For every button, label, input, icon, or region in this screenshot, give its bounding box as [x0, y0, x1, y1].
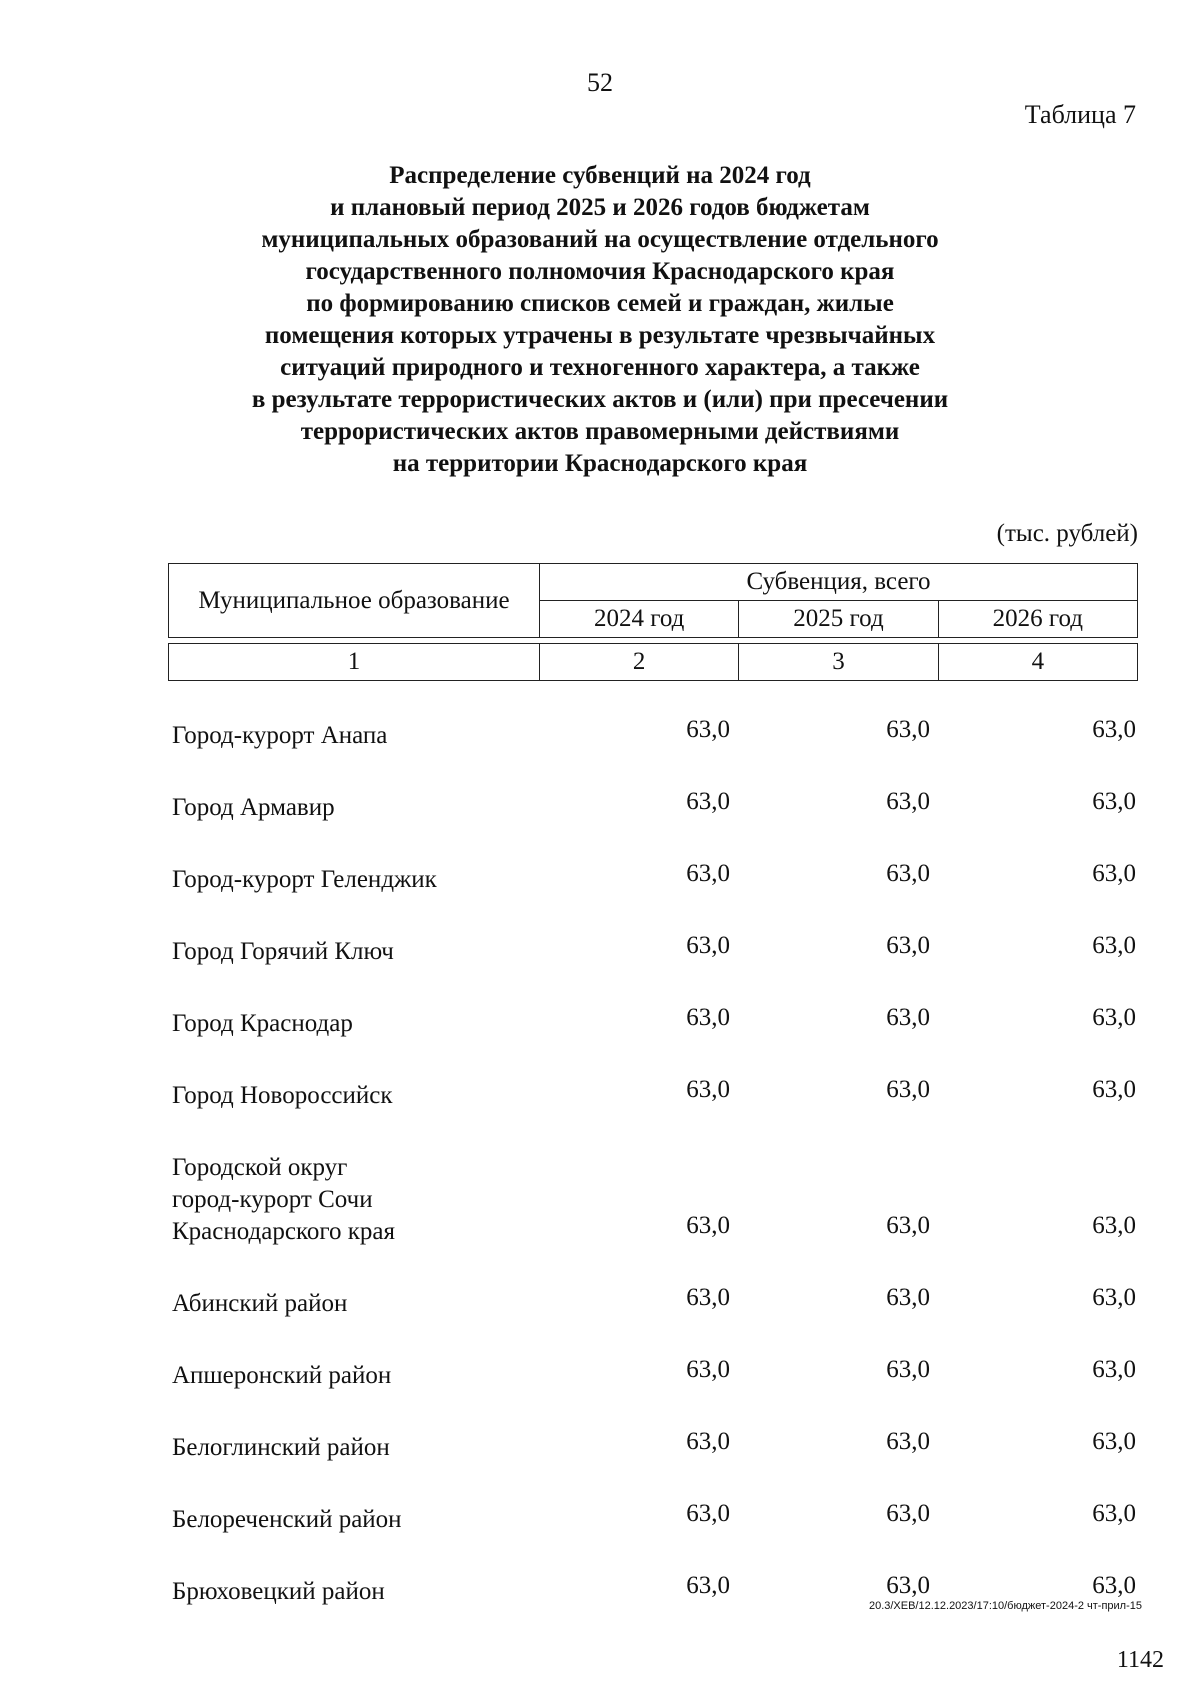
municipality-name: [172, 1576, 385, 1608]
value-2025: 63,0: [886, 716, 930, 743]
value-2026: 63,0: [1092, 860, 1136, 887]
municipality-name-line: Городской округ: [172, 1154, 348, 1181]
title-line: и плановый период 2025 и 2026 годов бюджетам: [330, 194, 870, 221]
column-number: 1: [169, 644, 540, 681]
sheet-number: 1142: [1116, 1647, 1164, 1673]
value-2025: 63,0: [886, 1212, 930, 1239]
column-number: 3: [739, 644, 938, 681]
header-year-2026: 2026 год: [938, 601, 1137, 638]
header-year-2024: 2024 год: [540, 601, 739, 638]
title-line: помещения которых утрачены в результате чрезвычайных: [264, 322, 936, 349]
value-2026: 63,0: [1092, 1284, 1136, 1311]
value-2024: 63,0: [686, 1500, 730, 1527]
document-title: [160, 160, 1040, 480]
municipality-name: [172, 1432, 390, 1464]
municipality-name: [172, 720, 387, 752]
table-row: [0, 680, 1200, 752]
value-2026: 63,0: [1092, 1500, 1136, 1527]
municipality-name-line: Город-курорт Анапа: [172, 722, 388, 749]
municipality-name-line: Город Новороссийск: [172, 1082, 393, 1109]
footer-code: 20.3/ХЕВ/12.12.2023/17:10/бюджет-2024-2 чт-прил-15: [868, 1600, 1142, 1612]
value-2024: 63,0: [686, 932, 730, 959]
title-line: Распределение субвенций на 2024 год: [389, 162, 811, 189]
page-number: 52: [587, 68, 613, 97]
value-2025: 63,0: [886, 788, 930, 815]
value-2024: 63,0: [686, 1284, 730, 1311]
municipality-name: [172, 1504, 402, 1536]
value-2026: 63,0: [1092, 1572, 1136, 1599]
value-2025: 63,0: [886, 1284, 930, 1311]
municipality-name-line: Брюховецкий район: [172, 1578, 385, 1605]
value-2024: 63,0: [686, 860, 730, 887]
header-year-2025: 2025 год: [739, 601, 938, 638]
title-line: муниципальных образований на осуществление отдельного: [261, 226, 939, 253]
value-2025: 63,0: [886, 860, 930, 887]
value-2026: 63,0: [1092, 932, 1136, 959]
value-2025: 63,0: [886, 1500, 930, 1527]
municipality-name: [172, 1080, 393, 1112]
municipality-name-line: Город-курорт Геленджик: [172, 866, 437, 893]
table-row: [0, 1536, 1200, 1608]
table-row: [0, 968, 1200, 1040]
table-row: [0, 1112, 1200, 1248]
municipality-name: [172, 1360, 391, 1392]
units-label: (тыс. рублей): [996, 520, 1138, 547]
value-2026: 63,0: [1092, 716, 1136, 743]
value-2024: 63,0: [686, 716, 730, 743]
municipality-name: [172, 936, 394, 968]
title-line: по формированию списков семей и граждан, жилые: [306, 290, 894, 317]
table-row: [0, 1392, 1200, 1464]
value-2026: 63,0: [1092, 1428, 1136, 1455]
value-2024: 63,0: [686, 788, 730, 815]
municipality-name-line: Белореченский район: [172, 1506, 402, 1533]
municipality-name: [172, 1288, 347, 1320]
municipality-name: [172, 1008, 353, 1040]
municipality-name-line: Белоглинский район: [172, 1434, 390, 1461]
table-body: [0, 680, 1200, 1608]
value-2024: 63,0: [686, 1076, 730, 1103]
header-subvention-total: Субвенция, всего: [540, 564, 1138, 601]
column-number: 2: [540, 644, 739, 681]
value-2026: 63,0: [1092, 1212, 1136, 1239]
title-line: государственного полномочия Краснодарского края: [305, 258, 895, 285]
table-row: [0, 752, 1200, 824]
title-line: ситуаций природного и техногенного характера, а также: [280, 354, 920, 381]
value-2026: 63,0: [1092, 788, 1136, 815]
municipality-name: [172, 792, 335, 824]
table-row: [0, 896, 1200, 968]
header-municipality: Муниципальное образование: [169, 564, 540, 638]
value-2024: 63,0: [686, 1428, 730, 1455]
municipality-name-line: Город Горячий Ключ: [172, 938, 394, 965]
value-2026: 63,0: [1092, 1076, 1136, 1103]
value-2025: 63,0: [886, 1428, 930, 1455]
municipality-name-line: Город Армавир: [172, 794, 335, 821]
value-2025: 63,0: [886, 1356, 930, 1383]
column-number: 4: [938, 644, 1137, 681]
municipality-name-line: Апшеронский район: [172, 1362, 392, 1389]
value-2026: 63,0: [1092, 1356, 1136, 1383]
municipality-name: [172, 864, 437, 896]
value-2024: 63,0: [686, 1572, 730, 1599]
table-row: [0, 1248, 1200, 1320]
value-2024: 63,0: [686, 1212, 730, 1239]
table-row: [0, 1464, 1200, 1536]
title-line: на территории Краснодарского края: [392, 450, 808, 477]
value-2024: 63,0: [686, 1004, 730, 1031]
value-2025: 63,0: [886, 1004, 930, 1031]
title-line: террористических актов правомерными действиями: [300, 418, 900, 445]
value-2026: 63,0: [1092, 1004, 1136, 1031]
table-header: [168, 563, 1138, 681]
title-line: в результате террористических актов и (или) при пресечении: [251, 386, 949, 413]
value-2025: 63,0: [886, 932, 930, 959]
municipality-name-line: город-курорт Сочи: [172, 1186, 373, 1213]
municipality-name-line: Город Краснодар: [172, 1010, 353, 1037]
table-row: [0, 824, 1200, 896]
table-caption: Таблица 7: [1024, 100, 1136, 129]
value-2024: 63,0: [686, 1356, 730, 1383]
table-row: [0, 1040, 1200, 1112]
municipality-name-line: Краснодарского края: [172, 1218, 395, 1245]
municipality-name: [172, 1152, 395, 1248]
value-2025: 63,0: [886, 1572, 930, 1599]
value-2025: 63,0: [886, 1076, 930, 1103]
table-row: [0, 1320, 1200, 1392]
municipality-name-line: Абинский район: [172, 1290, 348, 1317]
